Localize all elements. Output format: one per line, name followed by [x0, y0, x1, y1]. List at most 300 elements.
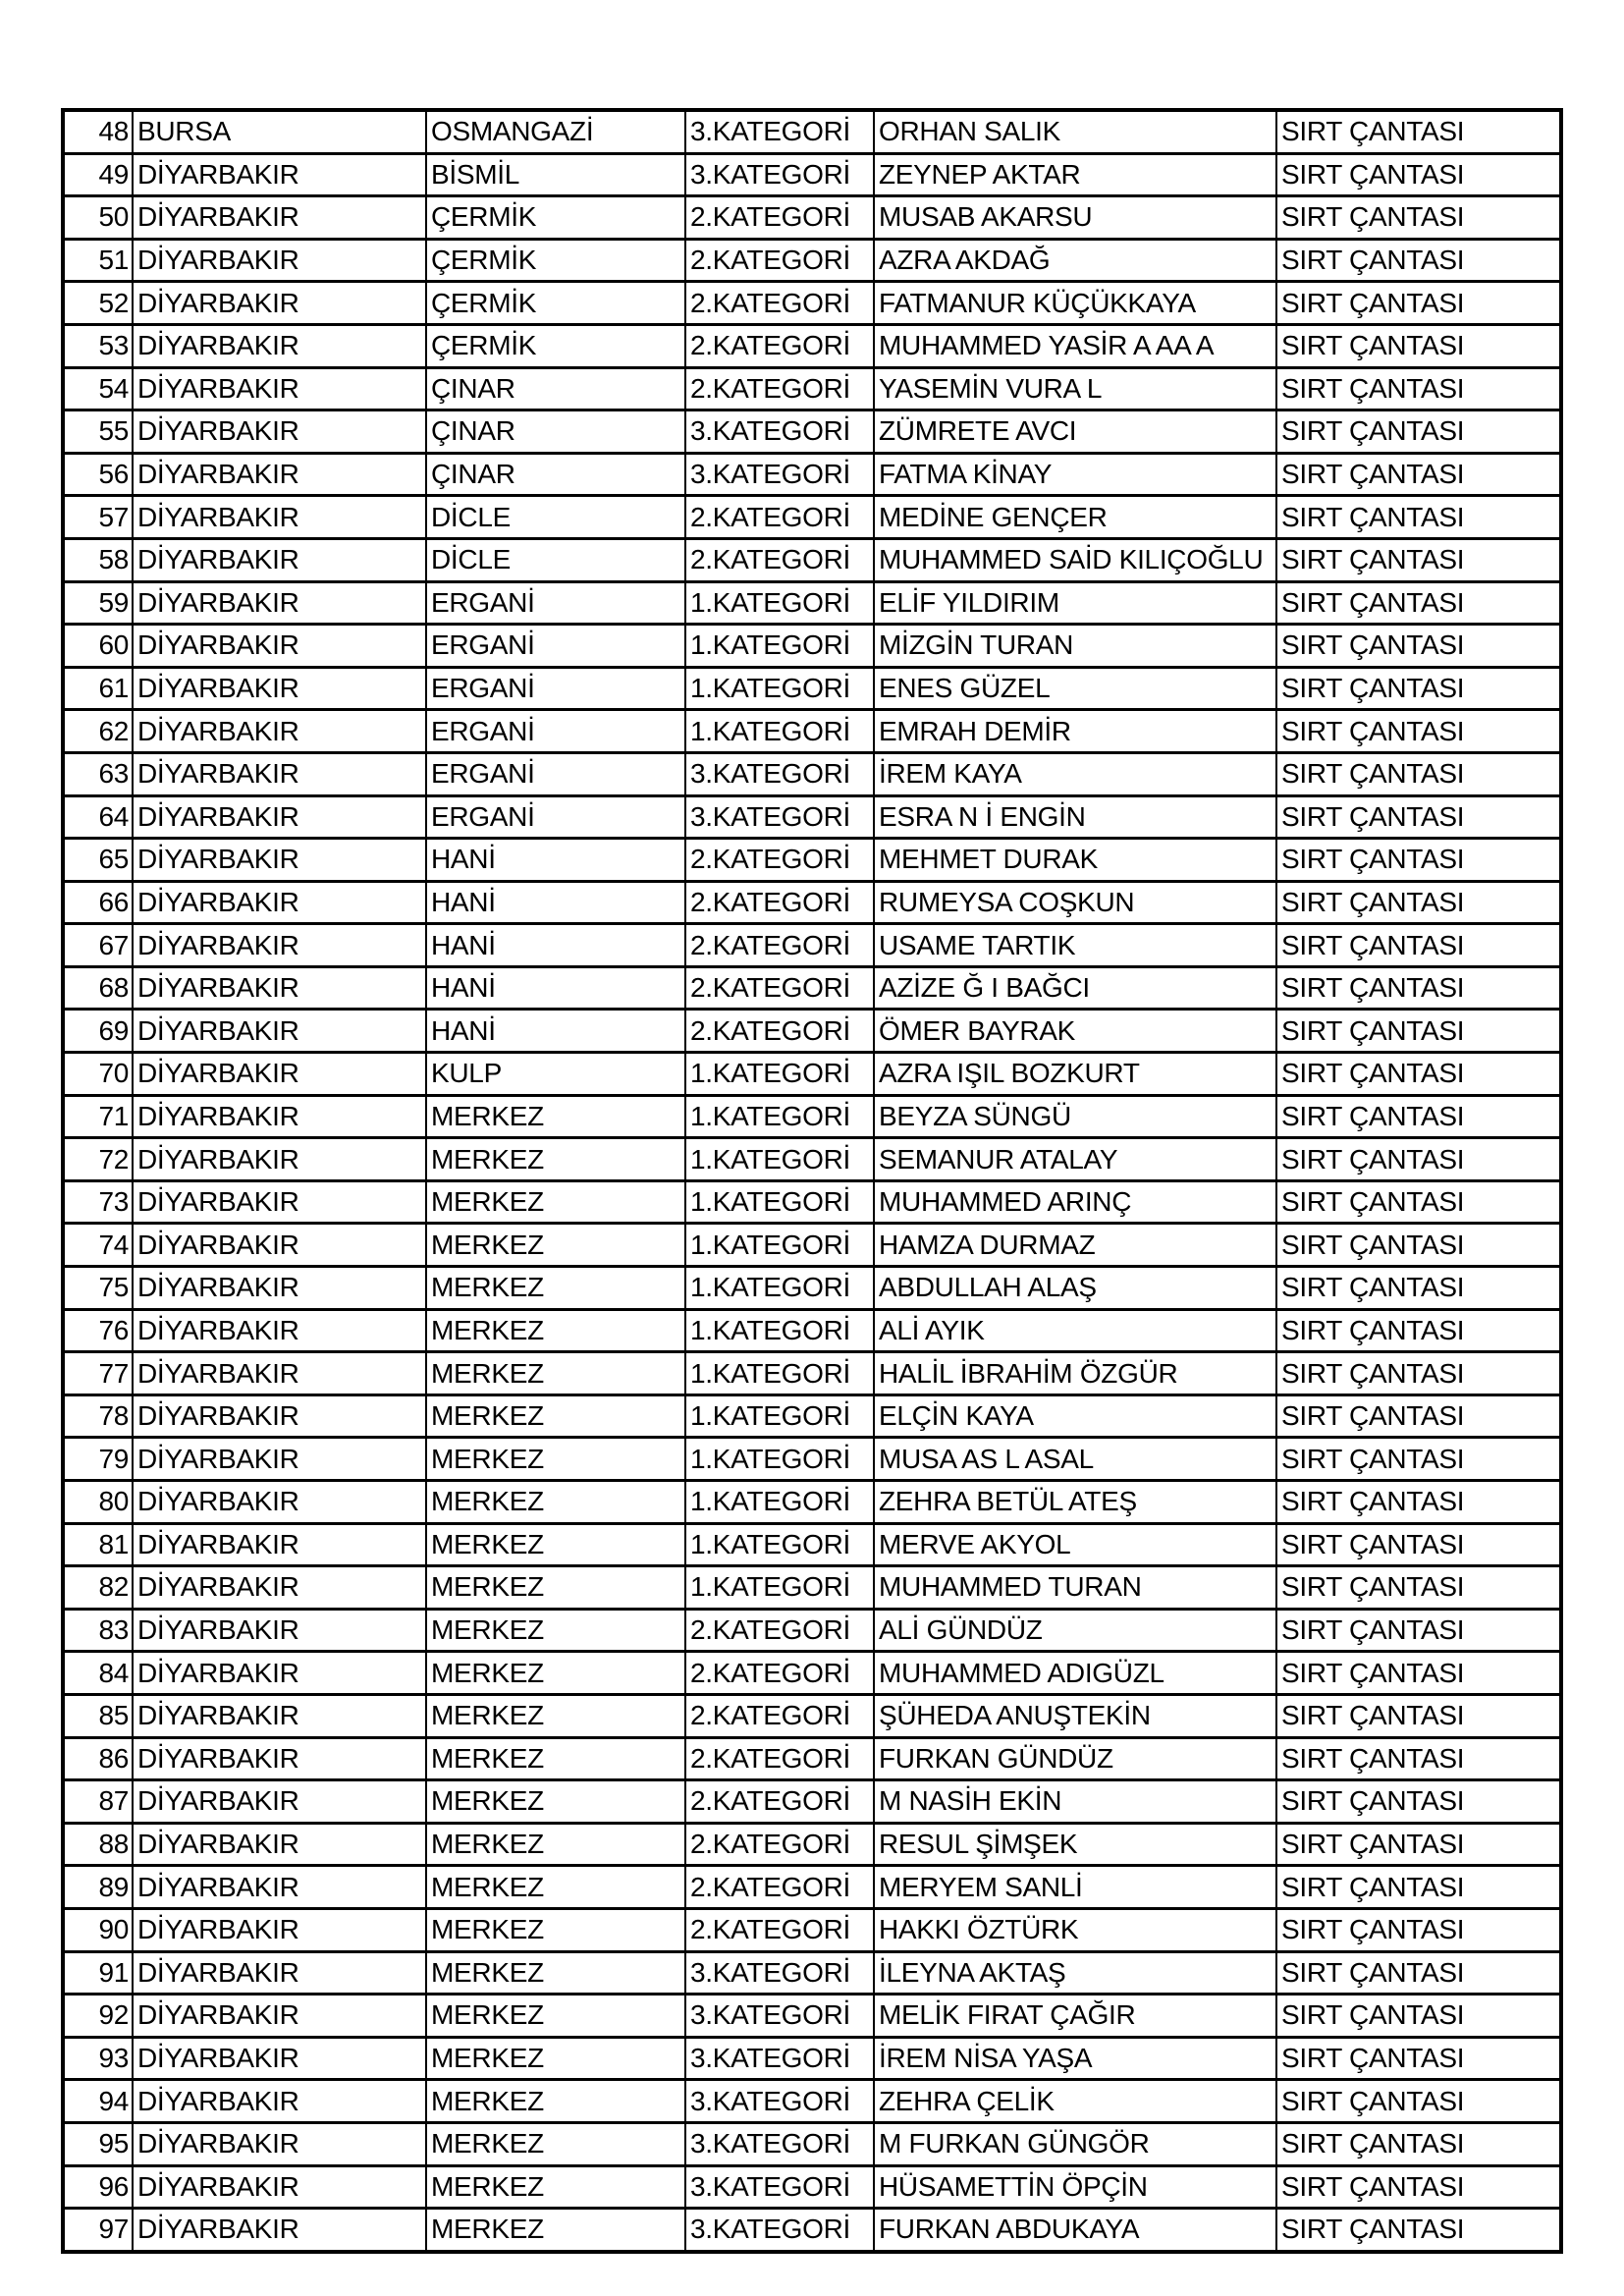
table-row	[63, 1394, 1561, 1438]
table-row	[63, 2080, 1561, 2123]
recipient-table	[61, 108, 1563, 2254]
district-cell: OSMANGAZİ	[426, 110, 685, 153]
item-cell: SIRT ÇANTASI	[1276, 1394, 1561, 1438]
province-cell: DİYARBAKIR	[133, 581, 426, 625]
item-cell: SIRT ÇANTASI	[1276, 1780, 1561, 1824]
category-cell: 3.KATEGORİ	[685, 2209, 874, 2252]
district-cell: MERKEZ	[426, 1352, 685, 1395]
district-cell: MERKEZ	[426, 2165, 685, 2209]
district-cell: HANİ	[426, 881, 685, 924]
table-row	[63, 881, 1561, 924]
table-row	[63, 110, 1561, 153]
student-name-cell: SEMANUR ATALAY	[874, 1138, 1276, 1181]
item-cell: SIRT ÇANTASI	[1276, 1352, 1561, 1395]
item-cell: SIRT ÇANTASI	[1276, 496, 1561, 539]
table-row	[63, 1352, 1561, 1395]
table-row	[63, 1523, 1561, 1566]
province-cell: DİYARBAKIR	[133, 1180, 426, 1224]
item-cell: SIRT ÇANTASI	[1276, 239, 1561, 282]
province-cell: DİYARBAKIR	[133, 1352, 426, 1395]
item-cell: SIRT ÇANTASI	[1276, 752, 1561, 795]
category-cell: 2.KATEGORİ	[685, 1780, 874, 1824]
province-cell: DİYARBAKIR	[133, 1523, 426, 1566]
category-cell: 1.KATEGORİ	[685, 1394, 874, 1438]
table-row	[63, 1908, 1561, 1951]
item-cell: SIRT ÇANTASI	[1276, 1138, 1561, 1181]
student-name-cell: İREM NİSA YAŞA	[874, 2037, 1276, 2080]
district-cell: HANİ	[426, 966, 685, 1010]
district-cell: MERKEZ	[426, 1609, 685, 1652]
row-number-cell: 62	[63, 710, 133, 753]
district-cell: KULP	[426, 1053, 685, 1096]
row-number-cell: 76	[63, 1309, 133, 1352]
district-cell: MERKEZ	[426, 2209, 685, 2252]
district-cell: ERGANİ	[426, 795, 685, 839]
category-cell: 1.KATEGORİ	[685, 1180, 874, 1224]
district-cell: MERKEZ	[426, 1652, 685, 1695]
district-cell: MERKEZ	[426, 1995, 685, 2038]
row-number-cell: 61	[63, 667, 133, 710]
item-cell: SIRT ÇANTASI	[1276, 2209, 1561, 2252]
row-number-cell: 75	[63, 1267, 133, 1310]
row-number-cell: 91	[63, 1951, 133, 1995]
table-row	[63, 1823, 1561, 1866]
district-cell: MERKEZ	[426, 1309, 685, 1352]
district-cell: ÇINAR	[426, 367, 685, 410]
item-cell: SIRT ÇANTASI	[1276, 1010, 1561, 1053]
category-cell: 1.KATEGORİ	[685, 1138, 874, 1181]
province-cell: DİYARBAKIR	[133, 1095, 426, 1138]
item-cell: SIRT ÇANTASI	[1276, 1609, 1561, 1652]
category-cell: 2.KATEGORİ	[685, 1652, 874, 1695]
category-cell: 1.KATEGORİ	[685, 625, 874, 668]
district-cell: ÇERMİK	[426, 196, 685, 240]
table-row	[63, 752, 1561, 795]
row-number-cell: 86	[63, 1737, 133, 1780]
province-cell: DİYARBAKIR	[133, 1951, 426, 1995]
table-row	[63, 1438, 1561, 1481]
student-name-cell: ABDULLAH ALAŞ	[874, 1267, 1276, 1310]
district-cell: HANİ	[426, 1010, 685, 1053]
category-cell: 3.KATEGORİ	[685, 752, 874, 795]
row-number-cell: 77	[63, 1352, 133, 1395]
province-cell: DİYARBAKIR	[133, 367, 426, 410]
item-cell: SIRT ÇANTASI	[1276, 1566, 1561, 1610]
province-cell: DİYARBAKIR	[133, 1737, 426, 1780]
item-cell: SIRT ÇANTASI	[1276, 324, 1561, 367]
province-cell: DİYARBAKIR	[133, 2080, 426, 2123]
item-cell: SIRT ÇANTASI	[1276, 1180, 1561, 1224]
province-cell: DİYARBAKIR	[133, 1908, 426, 1951]
province-cell: DİYARBAKIR	[133, 196, 426, 240]
category-cell: 1.KATEGORİ	[685, 667, 874, 710]
province-cell: DİYARBAKIR	[133, 1010, 426, 1053]
category-cell: 1.KATEGORİ	[685, 1053, 874, 1096]
row-number-cell: 71	[63, 1095, 133, 1138]
table-row	[63, 1053, 1561, 1096]
category-cell: 3.KATEGORİ	[685, 410, 874, 454]
student-name-cell: ŞÜHEDA ANUŞTEKİN	[874, 1694, 1276, 1737]
district-cell: ERGANİ	[426, 667, 685, 710]
student-name-cell: RESUL ŞİMŞEK	[874, 1823, 1276, 1866]
province-cell: DİYARBAKIR	[133, 1138, 426, 1181]
table-row	[63, 1224, 1561, 1267]
student-name-cell: ELİF YILDIRIM	[874, 581, 1276, 625]
row-number-cell: 50	[63, 196, 133, 240]
province-cell: DİYARBAKIR	[133, 1267, 426, 1310]
table-row	[63, 2209, 1561, 2252]
row-number-cell: 96	[63, 2165, 133, 2209]
row-number-cell: 90	[63, 1908, 133, 1951]
table-row	[63, 667, 1561, 710]
item-cell: SIRT ÇANTASI	[1276, 1095, 1561, 1138]
item-cell: SIRT ÇANTASI	[1276, 581, 1561, 625]
table-row	[63, 2122, 1561, 2165]
item-cell: SIRT ÇANTASI	[1276, 410, 1561, 454]
student-name-cell: İREM KAYA	[874, 752, 1276, 795]
student-name-cell: MİZGİN TURAN	[874, 625, 1276, 668]
district-cell: MERKEZ	[426, 1481, 685, 1524]
item-cell: SIRT ÇANTASI	[1276, 881, 1561, 924]
category-cell: 1.KATEGORİ	[685, 581, 874, 625]
item-cell: SIRT ÇANTASI	[1276, 1823, 1561, 1866]
province-cell: DİYARBAKIR	[133, 1652, 426, 1695]
student-name-cell: ELÇİN KAYA	[874, 1394, 1276, 1438]
category-cell: 3.KATEGORİ	[685, 453, 874, 496]
row-number-cell: 92	[63, 1995, 133, 2038]
student-name-cell: MUSA AS L ASAL	[874, 1438, 1276, 1481]
student-name-cell: MELİK FIRAT ÇAĞIR	[874, 1995, 1276, 2038]
category-cell: 2.KATEGORİ	[685, 538, 874, 581]
district-cell: HANİ	[426, 839, 685, 882]
category-cell: 3.KATEGORİ	[685, 1995, 874, 2038]
district-cell: HANİ	[426, 924, 685, 967]
category-cell: 2.KATEGORİ	[685, 324, 874, 367]
table-row	[63, 966, 1561, 1010]
district-cell: MERKEZ	[426, 1823, 685, 1866]
district-cell: MERKEZ	[426, 1095, 685, 1138]
district-cell: ÇINAR	[426, 453, 685, 496]
district-cell: MERKEZ	[426, 1737, 685, 1780]
table-row	[63, 795, 1561, 839]
row-number-cell: 85	[63, 1694, 133, 1737]
student-name-cell: ORHAN SALIK	[874, 110, 1276, 153]
item-cell: SIRT ÇANTASI	[1276, 2037, 1561, 2080]
row-number-cell: 74	[63, 1224, 133, 1267]
student-name-cell: FATMANUR KÜÇÜKKAYA	[874, 282, 1276, 325]
student-name-cell: ZEYNEP AKTAR	[874, 153, 1276, 196]
item-cell: SIRT ÇANTASI	[1276, 924, 1561, 967]
row-number-cell: 52	[63, 282, 133, 325]
category-cell: 3.KATEGORİ	[685, 110, 874, 153]
province-cell: DİYARBAKIR	[133, 1224, 426, 1267]
table-row	[63, 581, 1561, 625]
province-cell: DİYARBAKIR	[133, 538, 426, 581]
item-cell: SIRT ÇANTASI	[1276, 966, 1561, 1010]
category-cell: 3.KATEGORİ	[685, 795, 874, 839]
category-cell: 2.KATEGORİ	[685, 966, 874, 1010]
district-cell: ÇINAR	[426, 410, 685, 454]
category-cell: 2.KATEGORİ	[685, 367, 874, 410]
student-name-cell: MEDİNE GENÇER	[874, 496, 1276, 539]
item-cell: SIRT ÇANTASI	[1276, 1866, 1561, 1909]
row-number-cell: 56	[63, 453, 133, 496]
item-cell: SIRT ÇANTASI	[1276, 367, 1561, 410]
row-number-cell: 59	[63, 581, 133, 625]
category-cell: 2.KATEGORİ	[685, 1609, 874, 1652]
item-cell: SIRT ÇANTASI	[1276, 625, 1561, 668]
table-row	[63, 1010, 1561, 1053]
province-cell: DİYARBAKIR	[133, 324, 426, 367]
student-name-cell: RUMEYSA COŞKUN	[874, 881, 1276, 924]
item-cell: SIRT ÇANTASI	[1276, 1053, 1561, 1096]
district-cell: MERKEZ	[426, 1224, 685, 1267]
province-cell: DİYARBAKIR	[133, 752, 426, 795]
table-row	[63, 453, 1561, 496]
row-number-cell: 69	[63, 1010, 133, 1053]
student-name-cell: M NASİH EKİN	[874, 1780, 1276, 1824]
district-cell: MERKEZ	[426, 1138, 685, 1181]
province-cell: DİYARBAKIR	[133, 2165, 426, 2209]
row-number-cell: 49	[63, 153, 133, 196]
district-cell: MERKEZ	[426, 1908, 685, 1951]
category-cell: 1.KATEGORİ	[685, 1566, 874, 1610]
category-cell: 1.KATEGORİ	[685, 1267, 874, 1310]
category-cell: 3.KATEGORİ	[685, 2122, 874, 2165]
student-name-cell: ÖMER BAYRAK	[874, 1010, 1276, 1053]
table-row	[63, 1095, 1561, 1138]
table-row	[63, 496, 1561, 539]
row-number-cell: 89	[63, 1866, 133, 1909]
student-name-cell: USAME TARTIK	[874, 924, 1276, 967]
student-name-cell: MERYEM SANLİ	[874, 1866, 1276, 1909]
table-row	[63, 324, 1561, 367]
student-name-cell: FATMA KİNAY	[874, 453, 1276, 496]
row-number-cell: 93	[63, 2037, 133, 2080]
item-cell: SIRT ÇANTASI	[1276, 1951, 1561, 1995]
student-name-cell: ALİ AYIK	[874, 1309, 1276, 1352]
table-row	[63, 1267, 1561, 1310]
table-row	[63, 2165, 1561, 2209]
province-cell: DİYARBAKIR	[133, 667, 426, 710]
province-cell: DİYARBAKIR	[133, 795, 426, 839]
table-row	[63, 239, 1561, 282]
province-cell: DİYARBAKIR	[133, 2037, 426, 2080]
student-name-cell: AZRA IŞIL BOZKURT	[874, 1053, 1276, 1096]
district-cell: MERKEZ	[426, 1523, 685, 1566]
table-row	[63, 1694, 1561, 1737]
row-number-cell: 55	[63, 410, 133, 454]
student-name-cell: BEYZA SÜNGÜ	[874, 1095, 1276, 1138]
student-name-cell: İLEYNA AKTAŞ	[874, 1951, 1276, 1995]
item-cell: SIRT ÇANTASI	[1276, 1224, 1561, 1267]
table-row	[63, 282, 1561, 325]
province-cell: DİYARBAKIR	[133, 1566, 426, 1610]
table-row	[63, 367, 1561, 410]
table-row	[63, 1481, 1561, 1524]
district-cell: DİCLE	[426, 538, 685, 581]
category-cell: 1.KATEGORİ	[685, 1309, 874, 1352]
item-cell: SIRT ÇANTASI	[1276, 1694, 1561, 1737]
category-cell: 1.KATEGORİ	[685, 1352, 874, 1395]
item-cell: SIRT ÇANTASI	[1276, 110, 1561, 153]
student-name-cell: MUHAMMED ARINÇ	[874, 1180, 1276, 1224]
row-number-cell: 72	[63, 1138, 133, 1181]
province-cell: DİYARBAKIR	[133, 496, 426, 539]
row-number-cell: 65	[63, 839, 133, 882]
item-cell: SIRT ÇANTASI	[1276, 710, 1561, 753]
row-number-cell: 58	[63, 538, 133, 581]
district-cell: ERGANİ	[426, 625, 685, 668]
district-cell: MERKEZ	[426, 1438, 685, 1481]
province-cell: DİYARBAKIR	[133, 881, 426, 924]
student-name-cell: M FURKAN GÜNGÖR	[874, 2122, 1276, 2165]
item-cell: SIRT ÇANTASI	[1276, 196, 1561, 240]
table-row	[63, 2037, 1561, 2080]
province-cell: DİYARBAKIR	[133, 153, 426, 196]
district-cell: MERKEZ	[426, 1267, 685, 1310]
row-number-cell: 78	[63, 1394, 133, 1438]
student-name-cell: AZİZE Ğ I BAĞCI	[874, 966, 1276, 1010]
row-number-cell: 66	[63, 881, 133, 924]
table-body	[63, 110, 1561, 2252]
student-name-cell: ZÜMRETE AVCI	[874, 410, 1276, 454]
category-cell: 3.KATEGORİ	[685, 2037, 874, 2080]
student-name-cell: YASEMİN VURA L	[874, 367, 1276, 410]
row-number-cell: 94	[63, 2080, 133, 2123]
category-cell: 3.KATEGORİ	[685, 2165, 874, 2209]
category-cell: 2.KATEGORİ	[685, 924, 874, 967]
category-cell: 2.KATEGORİ	[685, 839, 874, 882]
category-cell: 2.KATEGORİ	[685, 1908, 874, 1951]
item-cell: SIRT ÇANTASI	[1276, 1908, 1561, 1951]
category-cell: 1.KATEGORİ	[685, 1523, 874, 1566]
item-cell: SIRT ÇANTASI	[1276, 153, 1561, 196]
district-cell: MERKEZ	[426, 1694, 685, 1737]
district-cell: MERKEZ	[426, 1394, 685, 1438]
row-number-cell: 57	[63, 496, 133, 539]
student-name-cell: HÜSAMETTİN ÖPÇİN	[874, 2165, 1276, 2209]
province-cell: DİYARBAKIR	[133, 1438, 426, 1481]
item-cell: SIRT ÇANTASI	[1276, 1523, 1561, 1566]
row-number-cell: 81	[63, 1523, 133, 1566]
province-cell: DİYARBAKIR	[133, 410, 426, 454]
student-name-cell: MUHAMMED YASİR A AA A	[874, 324, 1276, 367]
category-cell: 2.KATEGORİ	[685, 881, 874, 924]
province-cell: DİYARBAKIR	[133, 453, 426, 496]
province-cell: DİYARBAKIR	[133, 966, 426, 1010]
item-cell: SIRT ÇANTASI	[1276, 1438, 1561, 1481]
row-number-cell: 68	[63, 966, 133, 1010]
table-row	[63, 1652, 1561, 1695]
student-name-cell: EMRAH DEMİR	[874, 710, 1276, 753]
table-row	[63, 1309, 1561, 1352]
item-cell: SIRT ÇANTASI	[1276, 1737, 1561, 1780]
student-name-cell: FURKAN ABDUKAYA	[874, 2209, 1276, 2252]
row-number-cell: 83	[63, 1609, 133, 1652]
row-number-cell: 73	[63, 1180, 133, 1224]
category-cell: 3.KATEGORİ	[685, 2080, 874, 2123]
table-row	[63, 710, 1561, 753]
table-row	[63, 538, 1561, 581]
item-cell: SIRT ÇANTASI	[1276, 2080, 1561, 2123]
district-cell: MERKEZ	[426, 2080, 685, 2123]
row-number-cell: 64	[63, 795, 133, 839]
row-number-cell: 79	[63, 1438, 133, 1481]
province-cell: DİYARBAKIR	[133, 239, 426, 282]
item-cell: SIRT ÇANTASI	[1276, 1652, 1561, 1695]
category-cell: 3.KATEGORİ	[685, 153, 874, 196]
province-cell: DİYARBAKIR	[133, 839, 426, 882]
item-cell: SIRT ÇANTASI	[1276, 1481, 1561, 1524]
table-row	[63, 839, 1561, 882]
category-cell: 3.KATEGORİ	[685, 1951, 874, 1995]
table-row	[63, 1866, 1561, 1909]
student-name-cell: HAMZA DURMAZ	[874, 1224, 1276, 1267]
category-cell: 2.KATEGORİ	[685, 1866, 874, 1909]
table-row	[63, 1995, 1561, 2038]
category-cell: 1.KATEGORİ	[685, 1095, 874, 1138]
province-cell: DİYARBAKIR	[133, 625, 426, 668]
province-cell: DİYARBAKIR	[133, 1481, 426, 1524]
table-row	[63, 410, 1561, 454]
category-cell: 1.KATEGORİ	[685, 710, 874, 753]
category-cell: 2.KATEGORİ	[685, 1010, 874, 1053]
row-number-cell: 88	[63, 1823, 133, 1866]
province-cell: DİYARBAKIR	[133, 1780, 426, 1824]
item-cell: SIRT ÇANTASI	[1276, 453, 1561, 496]
district-cell: DİCLE	[426, 496, 685, 539]
item-cell: SIRT ÇANTASI	[1276, 282, 1561, 325]
category-cell: 2.KATEGORİ	[685, 1823, 874, 1866]
row-number-cell: 95	[63, 2122, 133, 2165]
table-row	[63, 1180, 1561, 1224]
province-cell: DİYARBAKIR	[133, 1053, 426, 1096]
item-cell: SIRT ÇANTASI	[1276, 795, 1561, 839]
table-row	[63, 1780, 1561, 1824]
table-row	[63, 924, 1561, 967]
student-name-cell: ENES GÜZEL	[874, 667, 1276, 710]
province-cell: DİYARBAKIR	[133, 2209, 426, 2252]
row-number-cell: 87	[63, 1780, 133, 1824]
province-cell: DİYARBAKIR	[133, 1866, 426, 1909]
category-cell: 1.KATEGORİ	[685, 1481, 874, 1524]
item-cell: SIRT ÇANTASI	[1276, 2122, 1561, 2165]
district-cell: MERKEZ	[426, 2037, 685, 2080]
district-cell: ERGANİ	[426, 581, 685, 625]
item-cell: SIRT ÇANTASI	[1276, 839, 1561, 882]
row-number-cell: 84	[63, 1652, 133, 1695]
province-cell: DİYARBAKIR	[133, 710, 426, 753]
province-cell: DİYARBAKIR	[133, 1823, 426, 1866]
student-name-cell: MUSAB AKARSU	[874, 196, 1276, 240]
category-cell: 2.KATEGORİ	[685, 282, 874, 325]
table-row	[63, 153, 1561, 196]
district-cell: ERGANİ	[426, 752, 685, 795]
district-cell: MERKEZ	[426, 1780, 685, 1824]
row-number-cell: 80	[63, 1481, 133, 1524]
student-name-cell: MUHAMMED ADIGÜZL	[874, 1652, 1276, 1695]
province-cell: DİYARBAKIR	[133, 282, 426, 325]
province-cell: DİYARBAKIR	[133, 1694, 426, 1737]
category-cell: 2.KATEGORİ	[685, 1694, 874, 1737]
table-row	[63, 1609, 1561, 1652]
student-name-cell: MEHMET DURAK	[874, 839, 1276, 882]
district-cell: ÇERMİK	[426, 282, 685, 325]
category-cell: 2.KATEGORİ	[685, 496, 874, 539]
item-cell: SIRT ÇANTASI	[1276, 667, 1561, 710]
category-cell: 2.KATEGORİ	[685, 196, 874, 240]
